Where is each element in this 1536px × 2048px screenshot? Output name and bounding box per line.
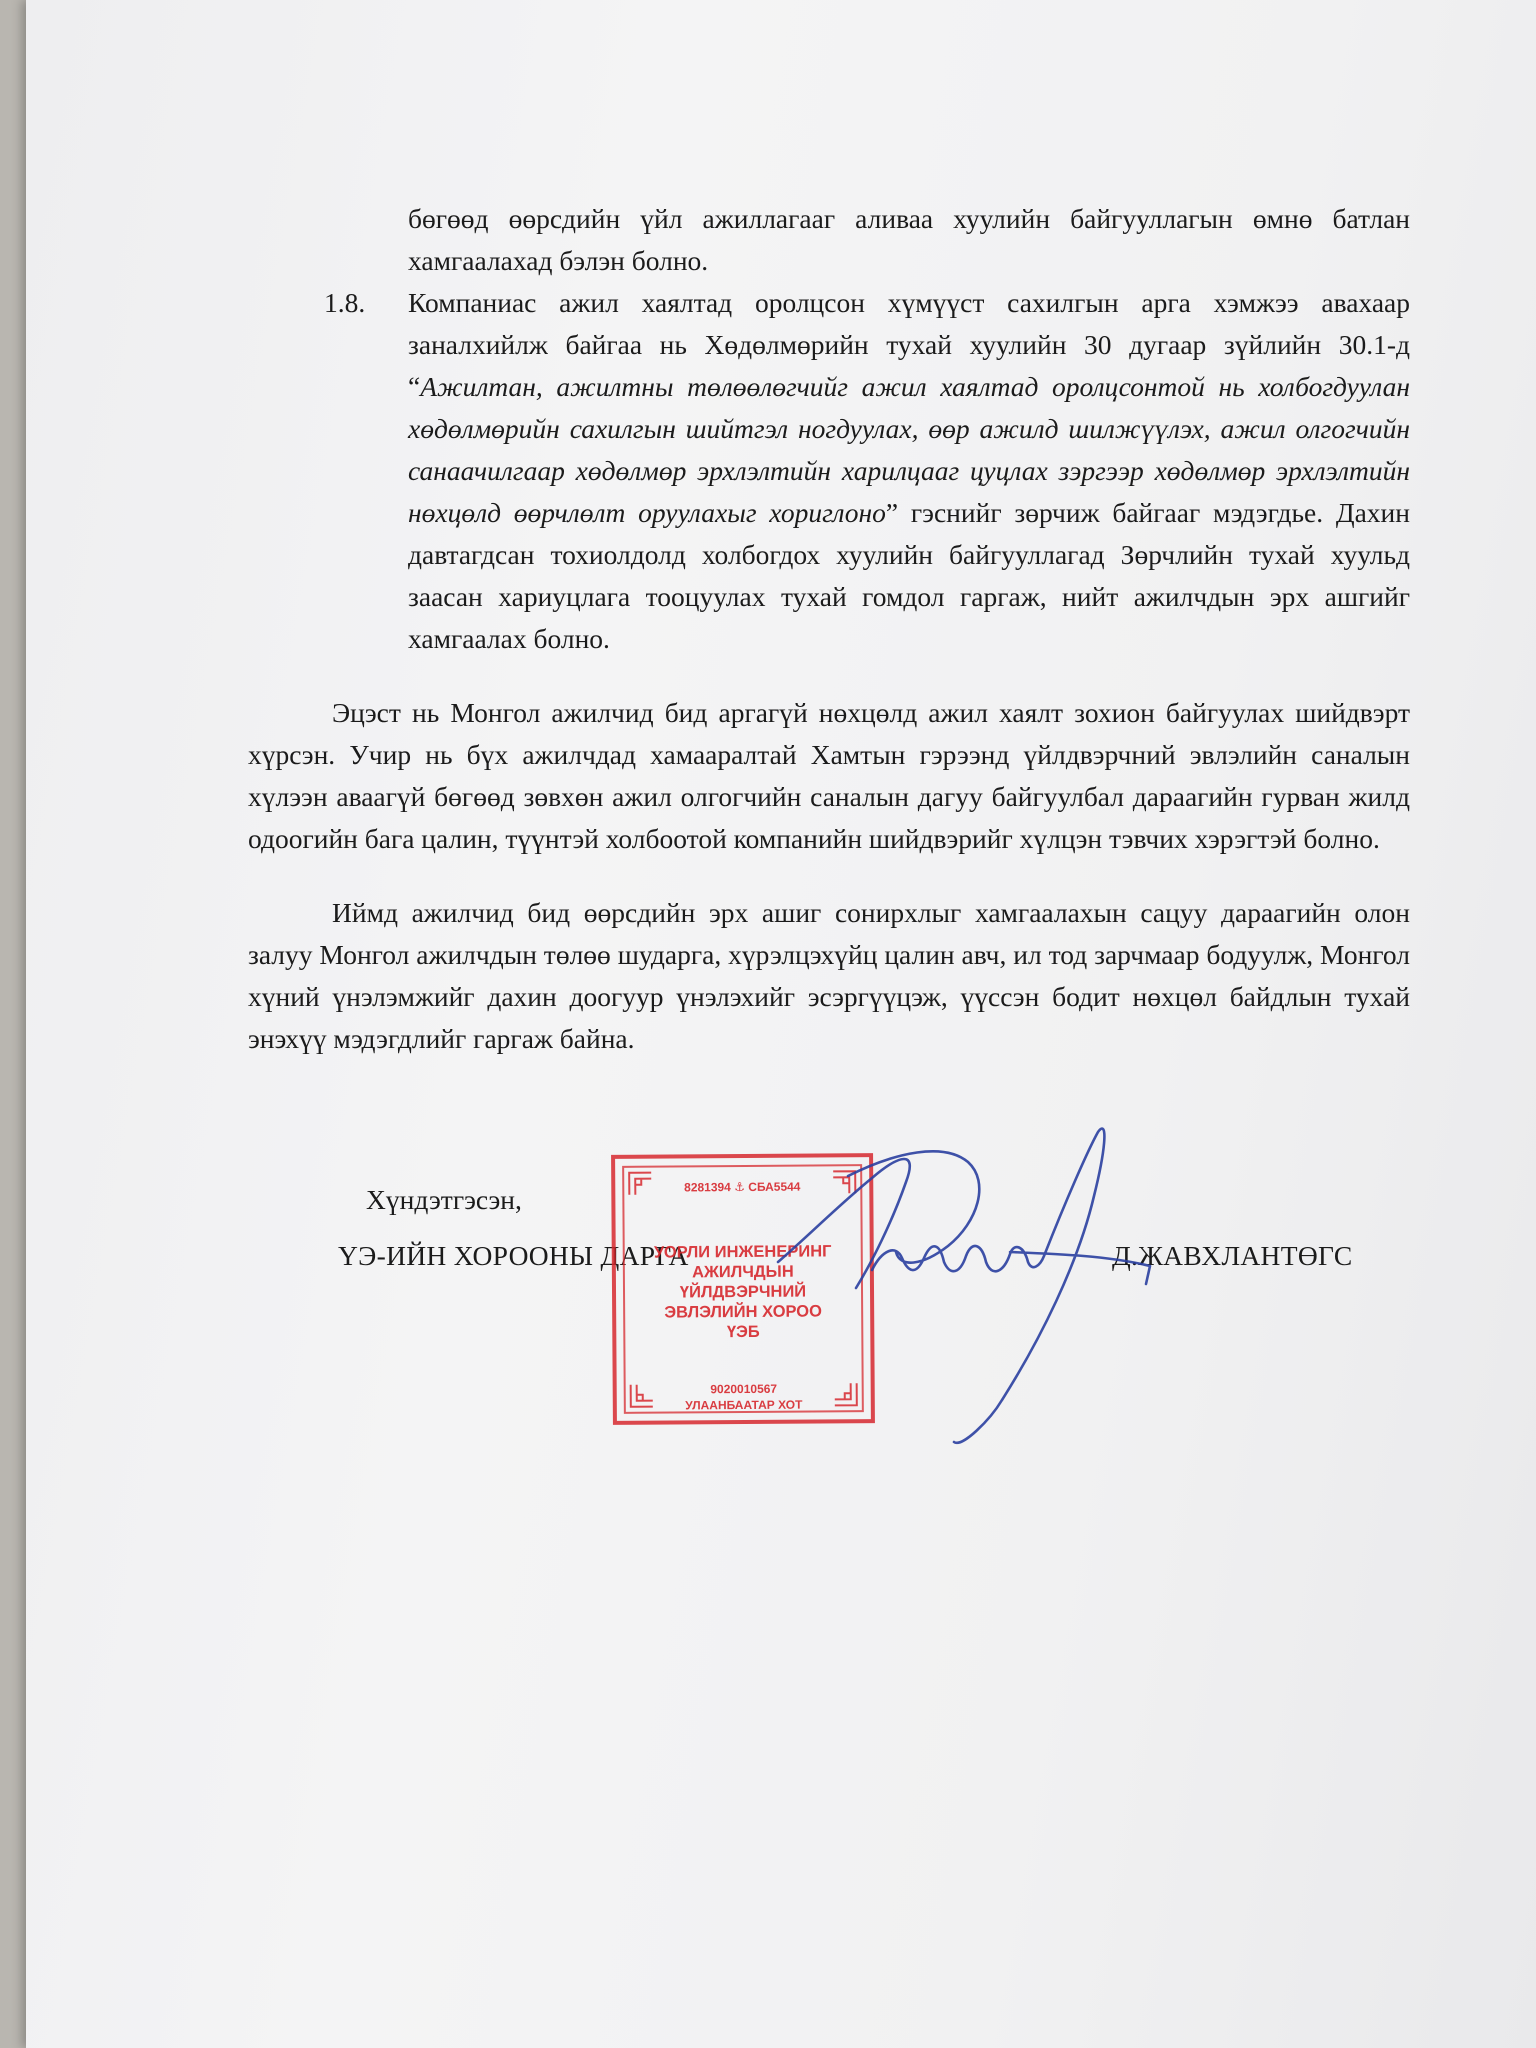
continued-text: бөгөөд өөрсдийн үйл ажиллагааг аливаа хуулийн байгууллагын өмнө батлан хамгаалахад бэлэн болно. [408,203,1410,276]
item-text-b: ” гэснийг зөрчиж байгааг мэдэгдье. Дахин давтагдсан тохиолдолд холбогдох хуулийн байгууллагад Зөрчлийн тухай хуульд заасан хариуцлага тооцуулах тухай гомдол гаргаж, нийт ажилчдын эрх ашгийг хамгаалах болно. [408,497,1410,654]
stamp-org-line: ҮЭБ [726,1322,760,1342]
closing-salutation: Хүндэтгэсэн, [366,1184,522,1215]
signer-name: Д.ЖАВХЛАНТӨГС [1112,1240,1353,1271]
item-quote: Ажилтан, ажилтны төлөөлөгчийг ажил хаялтад оролцсонтой нь холбогдуулан хөдөлмөрийн сахилгын шийтгэл ногдуулах, өөр ажилд шилжүүлэх, ажил олгогчийн санаачилгаар хөдөлмөр эрхлэлтийн харилцааг цуцлах зэргээр хөдөлмөр эрхлэлтийн нөхцөлд өөрчлөлт оруулахыг хориглоно [408,371,1410,528]
stamp-registration: 9020010567 [710,1381,778,1397]
item-number: 1.8. [324,287,366,318]
paragraph-conclusion: Эцэст нь Монгол ажилчид бид аргагүй нөхцөлд ажил хаялт зохион байгуулах шийдвэрт хүрсэн. Учир нь бүх ажилчдад хамааралтай Хамтын гэрээнд үйлдвэрчний эвлэлийн саналын хүлээн аваагүй бөгөөд зөвхөн ажил олгогчийн саналын дагуу байгуулбал дараагийн гурван жилд одоогийн бага цалин, түүнтэй холбоотой компанийн шийдвэрийг хүлцэн тэвчих хэрэгтэй болно. [248,697,1410,854]
stamp-org-line: УОРЛИ ИНЖЕНЕРИНГ [653,1242,832,1262]
stamp-code: 8281394 ⚓ СБА5544 [684,1179,801,1195]
stamp-org-line: ҮЙЛДВЭРЧНИЙ [679,1282,807,1302]
stamp-org-line: ЭВЛЭЛИЙН ХОРОО [664,1302,823,1322]
item-text-a: Компаниас ажил хаялтад оролцсон хүмүүст сахилгын арга хэмжээ авахаар заналхийлж байгаа нь Хөдөлмөрийн тухай хуулийн 30 дугаар зүйлийн 30.1-д “ [408,287,1410,402]
signer-position: ҮЭ-ИЙН ХОРООНЫ ДАРГА [338,1240,689,1271]
paragraph-statement: Иймд ажилчид бид өөрсдийн эрх ашиг сонирхлыг хамгаалахын сацуу дараагийн олон залуу Монгол ажилчдын төлөө шударга, хүрэлцэхүйц цалин авч, ил тод зарчмаар бодуулж, Монгол хүний үнэлэмжийг дахин доогуур үнэлэхийг эсэргүүцэж, үүссэн бодит нөхцөл байдлын тухай энэхүү мэдэгдлийг гаргаж байна. [248,897,1410,1054]
stamp-city: УЛААНБААТАР ХОТ [685,1397,803,1413]
stamp-org-line: АЖИЛЧДЫН [691,1262,794,1282]
